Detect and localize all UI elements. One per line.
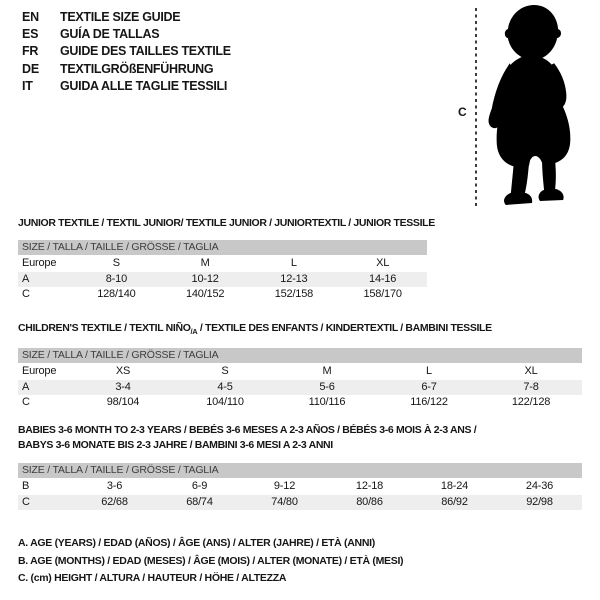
- language-label: GUÍA DE TALLAS: [60, 26, 160, 41]
- age-cell: 10-12: [191, 272, 219, 285]
- language-legend: [22, 8, 231, 94]
- size-cell: L: [290, 257, 297, 269]
- table-row-height: [18, 395, 582, 411]
- language-label: TEXTILGRÖßENFÜHRUNG: [60, 61, 214, 76]
- height-cell: 80/86: [356, 495, 383, 508]
- size-figure: [450, 0, 600, 215]
- children-section-title: [18, 322, 492, 336]
- age-cell: 12-18: [355, 480, 384, 492]
- language-row-de: [22, 60, 231, 77]
- language-row-fr: [22, 43, 231, 60]
- footnote-height-cm: C. (cm) HEIGHT / ALTURA / HAUTEUR / HÖHE / ALTEZZA: [18, 572, 287, 584]
- size-header-bar: SIZE / TALLA / TAILLE / GRÖSSE / TAGLIA: [18, 348, 582, 363]
- row-label: Europe: [22, 365, 57, 377]
- age-cell: 24-36: [525, 480, 554, 492]
- age-cell: 8-10: [105, 272, 127, 285]
- children-title-post: / TEXTILE DES ENFANTS / KINDERTEXTIL / BAMBINI TESSILE: [197, 322, 492, 334]
- age-cell: 6-9: [191, 480, 208, 492]
- table-row-europe: [18, 364, 582, 380]
- height-cell: 92/98: [526, 495, 553, 508]
- language-code: DE: [22, 61, 39, 76]
- table-row-height: [18, 495, 582, 511]
- height-cell: 98/104: [106, 396, 140, 408]
- height-cell: 110/116: [308, 396, 346, 408]
- babies-section-title-line2: BABYS 3-6 MONATE BIS 2-3 JAHRE / BAMBINI 3-6 MESI A 2-3 ANNI: [18, 439, 333, 451]
- children-size-table: [18, 348, 582, 411]
- row-label: C: [22, 396, 30, 408]
- babies-section-title-line1: BABIES 3-6 MONTH TO 2-3 YEARS / BEBÉS 3-6 MESES A 2-3 AÑOS / BÉBÉS 3-6 MOIS À 2-3 ANS /: [18, 424, 477, 436]
- size-cell: XS: [115, 365, 131, 377]
- height-cell: 152/158: [274, 288, 314, 300]
- height-cell: 116/122: [410, 396, 448, 408]
- height-cell: 140/152: [185, 288, 225, 300]
- row-label: Europe: [22, 257, 57, 269]
- toddler-silhouette-image: [482, 4, 588, 210]
- age-cell: 3-6: [106, 480, 123, 492]
- language-label: GUIDA ALLE TAGLIE TESSILI: [60, 78, 228, 93]
- size-cell: XL: [524, 365, 538, 377]
- table-row-months: [18, 479, 582, 495]
- junior-section-title: JUNIOR TEXTILE / TEXTIL JUNIOR/ TEXTILE JUNIOR / JUNIORTEXTIL / JUNIOR TESSILE: [18, 217, 435, 229]
- language-code: EN: [22, 9, 39, 24]
- children-title-pre: CHILDREN'S TEXTILE / TEXTIL NIÑO: [18, 322, 191, 334]
- age-cell: 6-7: [421, 380, 437, 393]
- age-cell: 5-6: [319, 380, 335, 393]
- footnote-age-years: A. AGE (YEARS) / EDAD (AÑOS) / ÂGE (ANS) / ALTER (JAHRE) / ETÀ (ANNI): [18, 537, 375, 549]
- row-label: A: [22, 380, 30, 393]
- language-row-es: [22, 25, 231, 42]
- size-cell: S: [221, 365, 229, 377]
- age-cell: 7-8: [523, 380, 539, 393]
- language-label: GUIDE DES TAILLES TEXTILE: [60, 44, 231, 59]
- height-measure-label: C: [458, 105, 467, 119]
- footnotes: [18, 535, 403, 588]
- height-cell: 158/170: [363, 288, 402, 300]
- language-row-it: [22, 77, 231, 94]
- age-cell: 18-24: [440, 480, 469, 492]
- footnote-age-months: B. AGE (MONTHS) / EDAD (MESES) / ÂGE (MOIS) / ALTER (MONATE) / ETÀ (MESI): [18, 554, 404, 567]
- height-cell: 104/110: [206, 396, 244, 408]
- table-row-europe: [18, 256, 427, 272]
- height-cell: 62/68: [101, 495, 128, 508]
- size-cell: XL: [376, 257, 390, 269]
- table-row-height: [18, 287, 427, 303]
- row-label: C: [22, 495, 30, 508]
- children-title-sub: /A: [190, 327, 198, 337]
- babies-size-table: [18, 463, 582, 510]
- size-header-bar: SIZE / TALLA / TAILLE / GRÖSSE / TAGLIA: [18, 463, 582, 478]
- age-cell: 12-13: [280, 272, 308, 285]
- junior-size-table: [18, 240, 427, 303]
- table-row-age: [18, 272, 427, 288]
- table-row-age: [18, 380, 582, 396]
- language-label: TEXTILE SIZE GUIDE: [60, 9, 181, 24]
- age-cell: 3-4: [115, 380, 131, 393]
- age-cell: 14-16: [369, 272, 397, 285]
- size-cell: L: [426, 365, 432, 377]
- height-measure-line: [475, 8, 477, 206]
- size-cell: S: [112, 257, 120, 269]
- language-code: ES: [22, 26, 39, 41]
- size-header-bar: SIZE / TALLA / TAILLE / GRÖSSE / TAGLIA: [18, 240, 427, 255]
- height-cell: 68/74: [186, 495, 213, 508]
- size-cell: M: [322, 365, 332, 377]
- height-cell: 128/140: [97, 288, 136, 300]
- language-row-en: [22, 8, 231, 25]
- row-label: B: [22, 480, 30, 492]
- height-cell: 122/128: [511, 396, 551, 408]
- language-code: FR: [22, 44, 39, 59]
- size-cell: M: [200, 257, 210, 269]
- height-cell: 86/92: [441, 495, 468, 508]
- language-code: IT: [22, 78, 33, 93]
- row-label: C: [22, 288, 30, 300]
- age-cell: 4-5: [217, 380, 233, 393]
- height-cell: 74/80: [271, 495, 298, 508]
- row-label: A: [22, 272, 30, 285]
- age-cell: 9-12: [273, 480, 296, 492]
